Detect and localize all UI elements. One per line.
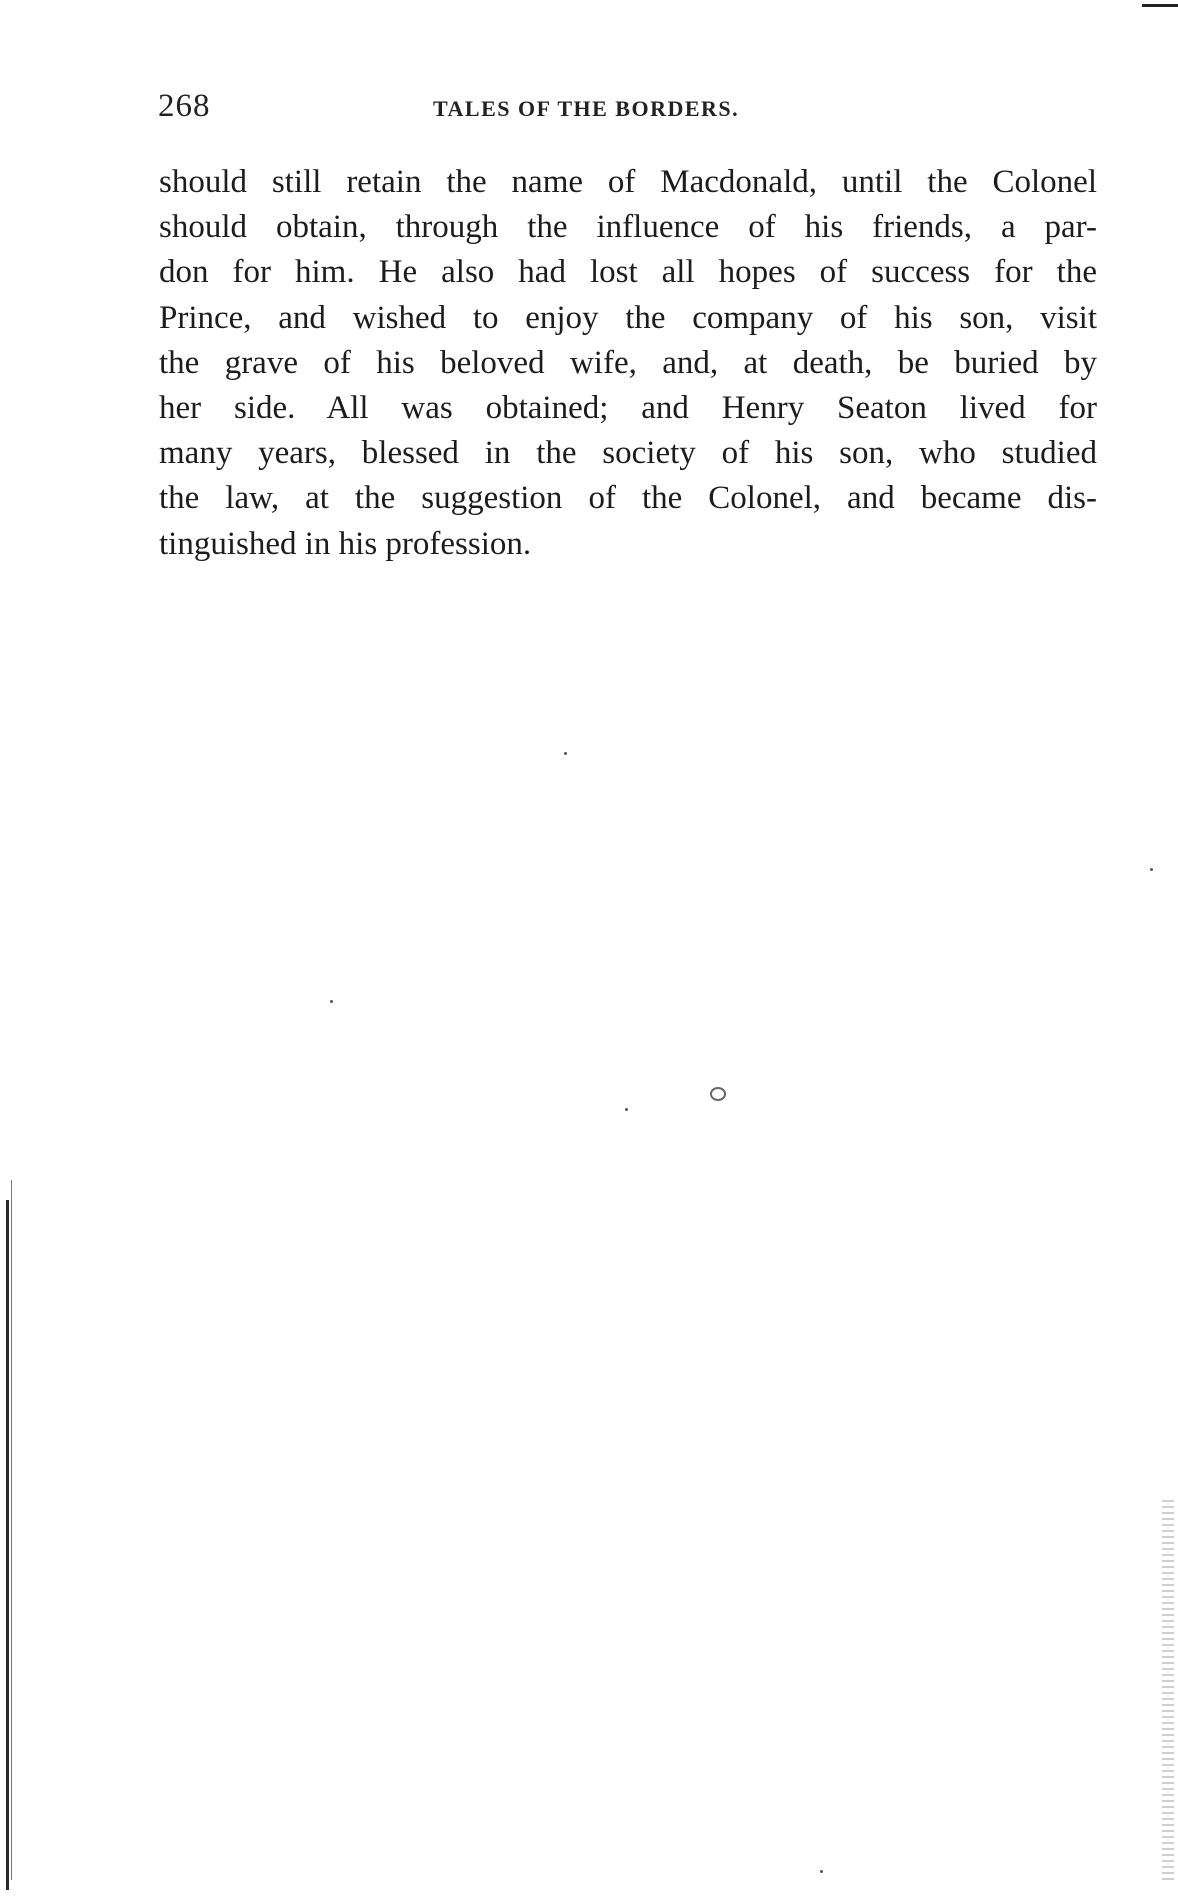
- page-number: 268: [158, 88, 211, 124]
- dust-speck: [820, 1870, 823, 1873]
- text-line: tinguished in his profession.: [159, 525, 532, 562]
- dust-speck: [564, 752, 567, 755]
- dust-speck: [1150, 868, 1153, 871]
- text-line: many years, blessed in the society of his son, who studied: [159, 435, 1097, 472]
- dust-speck: [330, 1000, 333, 1003]
- ink-smudge: [710, 1087, 726, 1101]
- dust-speck: [625, 1108, 628, 1111]
- page-header: [158, 88, 1098, 128]
- text-line: Prince, and wished to enjoy the company of his son, visit: [159, 299, 1097, 336]
- running-title: TALES OF THE BORDERS.: [433, 96, 740, 121]
- scan-right-edge-noise: [1162, 1500, 1174, 1880]
- text-line: should obtain, through the influence of his friends, a par-: [159, 209, 1097, 246]
- text-line: the law, at the suggestion of the Colonel, and became dis-: [159, 480, 1097, 517]
- scan-binding-edge: [6, 1200, 9, 1890]
- text-line: should still retain the name of Macdonald, until the Colonel: [159, 164, 1097, 200]
- scan-binding-edge: [11, 1180, 12, 1880]
- text-line: don for him. He also had lost all hopes of success for the: [159, 254, 1097, 291]
- scan-edge-mark: [1142, 4, 1178, 7]
- text-line: her side. All was obtained; and Henry Seaton lived for: [159, 389, 1097, 426]
- body-paragraph: [159, 160, 1097, 567]
- text-line: the grave of his beloved wife, and, at death, be buried by: [159, 344, 1097, 381]
